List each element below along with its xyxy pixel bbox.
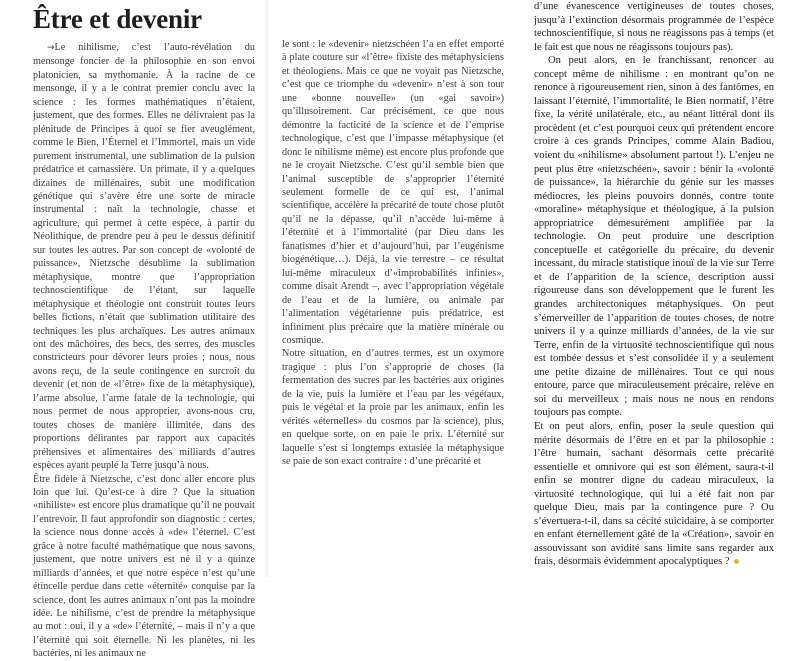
page-gutter (264, 0, 270, 577)
paragraph: le sont : le «devenir» nietzschéen l’a en effet emporté à plate couture sur «l’être» fixiste des métaphysiciens et théologiens. Mais ce que ne voyait pas Nietzsche, c’est que ce triomphe du «devenir» n’est à son tour une «bonne nouvelle» (un «gai savoir») qu’illusoirement. Car précisément, ce que nous démontre la facticité de la science et de l’emprise technologique, c’est que l’impasse métaphysique (et donc le nihilisme même) est encore plus profonde que ne le croyait Nietzsche. C’est qu’il semble bien que l’animal susceptible de s’approprier l’éternité seulement formelle de ce qui est, l’animal scientifique, accélère la précarité de toute chose plutôt qu’il ne la dépasse, qu’il n’accède lui-même à l’éternité et à l’immortalité (par Dieu dans les fanatismes d’hier et d’aujourd’hui, par l’eugénisme biogénétique…). Déjà, la vie terrestre – ce résultat lui-même miraculeux d’«improbabilités infinies», comme disait Arendt –, avec l’appropriation végétale de l’eau et de la lumière, ou animale par l’alimentation végétarienne puis prédatrice, est infiniment plus précaire que la matière minérale ou cosmique. (282, 39, 504, 346)
text-column-1 (33, 41, 255, 661)
paragraph: Notre situation, en d’autres termes, est un oxymore tragique : plus l’on s’approprie de choses (la fermentation des sucres par les bactéries aux origines de la vie, puis la lumière et l’eau par les végétaux, puis le végétal et la proie par les animaux, enfin les vérités «éternelles» du cosmos par la science), plus, en quelque sorte, on en paie le prix. L’éternité sur laquelle s’est si longtemps extasiée la métaphysique se paie de son exact contraire : d’une précarité et (282, 348, 504, 468)
paragraph-last (534, 420, 774, 569)
paragraph: d’une évanescence vertigineuses de toutes choses, jusqu’à l’extinction désormais programmée de l’espèce technoscientifique, si nous ne réagissons pas à temps (et le fait est que nous ne réagissons toujours pas). (534, 1, 774, 53)
text-column-3 (534, 0, 774, 569)
paragraph-text: Et on peut alors, enfin, poser la seule question qui mérite désormais de l’être en et par la philosophie : l’être humain, sachant désormais cette précarité essentielle et omnivore qui est son élément, saura-t-il enfin se montrer digne du cadeau miraculeux, la virtuosité technologique, qui lui a été fait non par quelque Dieu, mais par la contingence pure ? Ou s’évertuera-t-il, dans sa cécité suicidaire, à se comporter en enfant éternellement gâté de la «Création», savoir en assouvissant son avidité sans limite sans regarder aux frais, désormais évidemment apocalyptiques ? (534, 420, 774, 568)
text-column-2 (282, 38, 504, 469)
paragraph-text: Le nihilisme, c’est l’auto-révélation du mensonge foncier de la philosophie en son envoi platonicien, sa mythomanie. À la racine de ce mensonge, il y a le contrat premier conclu avec la science : les formes mathématiques n’étaient, justement, que des formes. Elles ne délivraient pas la plénitude de Principes à quoi se fier aveuglément, comme le Bien, l’Éternel et l’Immortel, mais un vide purement instrumental, une sublimation de la pulsion prédatrice et carnassière. Un primate, il y a quelques dizaines de millénaires, subit une modification génétique qui s’avère être une sorte de miracle instrumental : naît la technologie, chasse et agriculture, qui permet à cette espèce, à partir du Néolithique, de prendre peu à peu le dessus définitif sur toutes les autres. Par son concept de «volonté de puissance», Nietzsche désublime la sublimation métaphysique, montre que l’appropriation technoscientifique de l’étant, sur laquelle métaphysique et théologie ont construit toutes leurs belles fictions, n’était que sublimation utilitaire des techniques les plus archaïques. Les autres animaux ont des mâchoires, des becs, des serres, des muscles constricteurs pour dévorer leurs proies ; nous, nous avons reçu, de la seule contingence en surcroît du devenir (et non de «l’être» fixe de la métaphysique), l’arme absolue, l’arme fatale de la technologie, qui nous permet de nous approprier, avons-nous cru, toutes choses de manière illimitée, dans des proportions délirantes par rapport aux capacités préhensives et alimentaires des milliards d’autres espèces ayant peuplé la Terre jusqu’à nous. (33, 42, 255, 472)
end-of-article-mark-icon (734, 559, 739, 564)
paragraph (33, 41, 255, 473)
article-title: Être et devenir (33, 4, 202, 34)
paragraph: Être fidèle à Nietzsche, c’est donc aller encore plus loin que lui. Qu’est-ce à dire ? Que la situation «nihiliste» est encore plus dramatique qu’il ne pouvait l’entrevoir. Il faut approfondir son diagnostic : certes, la science nous donne accès à «de» l’éternel. C’est grâce à notre faculté mathématique que nous savons, justement, que notre univers est né il y a quinze milliards d’années, et que notre espèce n’est qu’une étincelle perdue dans cette «éternité» conquise par la science, dont les autres animaux n’ont pas la moindre idée. Le nihilisme, c’est de prendre la métaphysique au mot : oui, il y a «de» l’éternité, – mais il n’y a que l’éternité qui soit éternelle. Ni les planètes, ni les bactéries, ni les animaux ne (33, 473, 255, 660)
paragraph: On peut alors, en le franchissant, renoncer au concept même de nihilisme : en montrant qu’on ne renonce à rigoureusement rien, sinon à des fantômes, en laissant l’éternité, l’immortalité, le Bien normatif, l’être fixe, la vérité unilatérale, etc., au néant littéral dont ils procèdent (et c’est pourquoi ceux qui prétendent encore croire à ces grands Principes, comme Alain Badiou, voient du «nihilisme» absolument partout !). L’enjeu ne peut plus être «nietzschéen», savoir : bénir la «volonté de puissance», la hiérarchie du génie sur les masses médiocres, les pleins pouvoirs donnés, contre toute «moraline» métaphysique et théologique, à la pulsion appropriatrice démesurément amplifiée par la technologie. On peut produire une description conceptuelle et catégorielle du précaire, du devenir incessant, du miracle statistique inouï de la vie sur Terre et de l’apparition de la science, description aussi rigoureuse dans son développement que le furent les grandes architectoniques métaphysiques. On peut s’émerveiller de l’apparition de toutes choses, de notre univers il y a quinze milliards d’années, de la vie sur Terre, enfin de la virtuosité technoscientifique qui nous est tombée dessus et s’est consolidée il y a seulement une petite dizaine de millénaires. Tout ce qui nous entoure, parce que miraculeusement précaire, relève en soi du merveilleux ; mais nous ne nous en rendons toujours pas compte. (534, 55, 774, 419)
arrow-icon: → (47, 43, 55, 53)
